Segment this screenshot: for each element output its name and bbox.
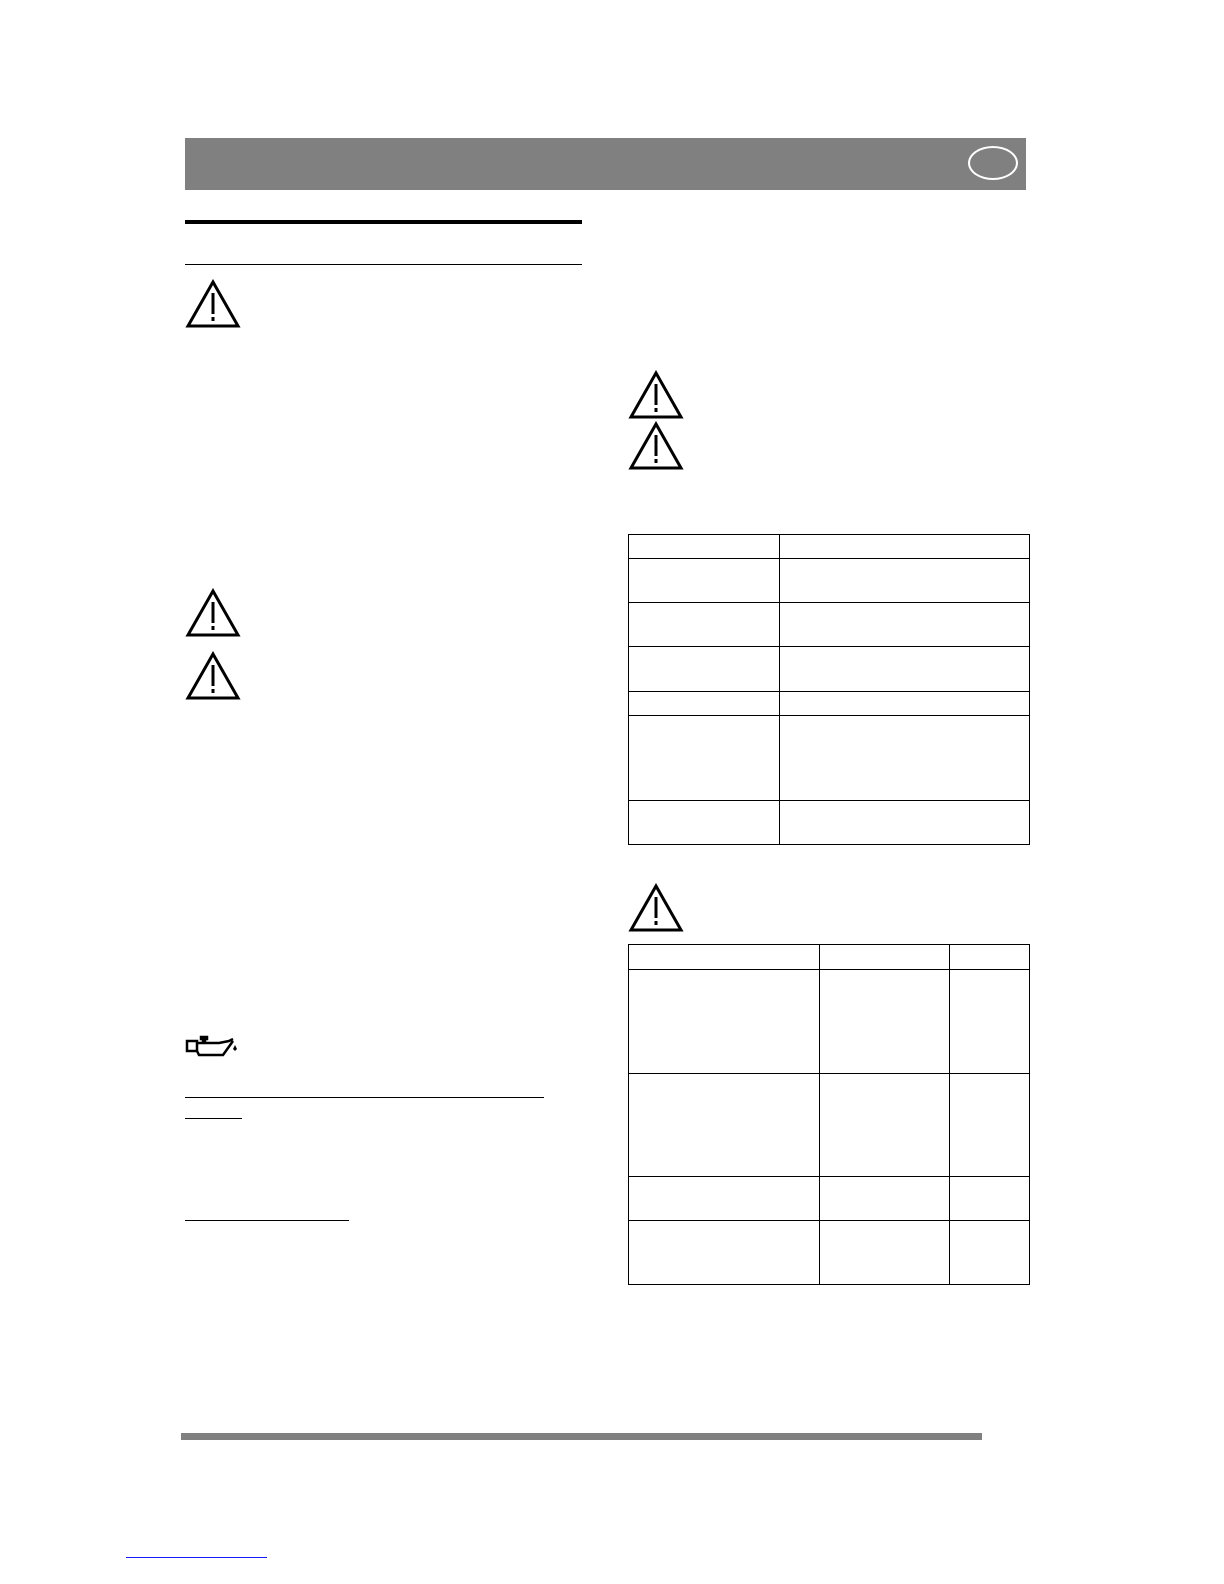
table-row	[629, 801, 1030, 845]
table-cell	[820, 1221, 950, 1285]
table-row	[629, 692, 1030, 716]
table-row	[629, 945, 1030, 970]
table-cell	[629, 716, 780, 801]
warning-triangle-icon	[185, 651, 241, 701]
table-cell	[629, 1221, 820, 1285]
header-bar	[185, 138, 1026, 190]
warning-triangle-icon	[185, 279, 241, 329]
table-cell	[780, 535, 1030, 559]
table-cell	[780, 716, 1030, 801]
table-cell	[780, 559, 1030, 603]
underline-rule	[185, 1097, 544, 1098]
table-row	[629, 1221, 1030, 1285]
underline-rule	[185, 1220, 349, 1221]
table-cell	[780, 647, 1030, 692]
table-cell	[629, 559, 780, 603]
table-row	[629, 1074, 1030, 1177]
table-cell	[629, 1177, 820, 1221]
table-cell	[780, 692, 1030, 716]
table-row	[629, 1177, 1030, 1221]
warning-triangle-icon	[628, 883, 684, 933]
section-subheading-rule	[185, 264, 582, 265]
warning-triangle-icon	[185, 588, 241, 638]
oil-can-icon	[185, 1035, 243, 1059]
specification-table	[628, 534, 1030, 845]
table-cell	[629, 535, 780, 559]
table-cell	[820, 945, 950, 970]
table-cell	[629, 970, 820, 1074]
table-row	[629, 535, 1030, 559]
table-cell	[629, 945, 820, 970]
table-row	[629, 603, 1030, 647]
footer-link-underline[interactable]	[126, 1557, 267, 1558]
table-row	[629, 559, 1030, 603]
table-cell	[780, 801, 1030, 845]
warning-triangle-icon	[628, 421, 684, 471]
table-cell	[950, 1221, 1030, 1285]
table-cell	[629, 603, 780, 647]
maintenance-table	[628, 944, 1030, 1285]
table-cell	[950, 1074, 1030, 1177]
table-row	[629, 716, 1030, 801]
section-heading-rule	[185, 220, 582, 224]
table-cell	[629, 692, 780, 716]
table-cell	[780, 603, 1030, 647]
table-cell	[820, 970, 950, 1074]
table-cell	[629, 647, 780, 692]
table-cell	[820, 1074, 950, 1177]
table-row	[629, 647, 1030, 692]
footer-bar	[181, 1433, 982, 1440]
table-cell	[950, 1177, 1030, 1221]
underline-rule	[185, 1118, 242, 1119]
table-cell	[820, 1177, 950, 1221]
table-cell	[950, 970, 1030, 1074]
table-row	[629, 970, 1030, 1074]
table-cell	[629, 801, 780, 845]
language-badge	[968, 146, 1018, 180]
table-cell	[629, 1074, 820, 1177]
table-cell	[950, 945, 1030, 970]
warning-triangle-icon	[628, 370, 684, 420]
